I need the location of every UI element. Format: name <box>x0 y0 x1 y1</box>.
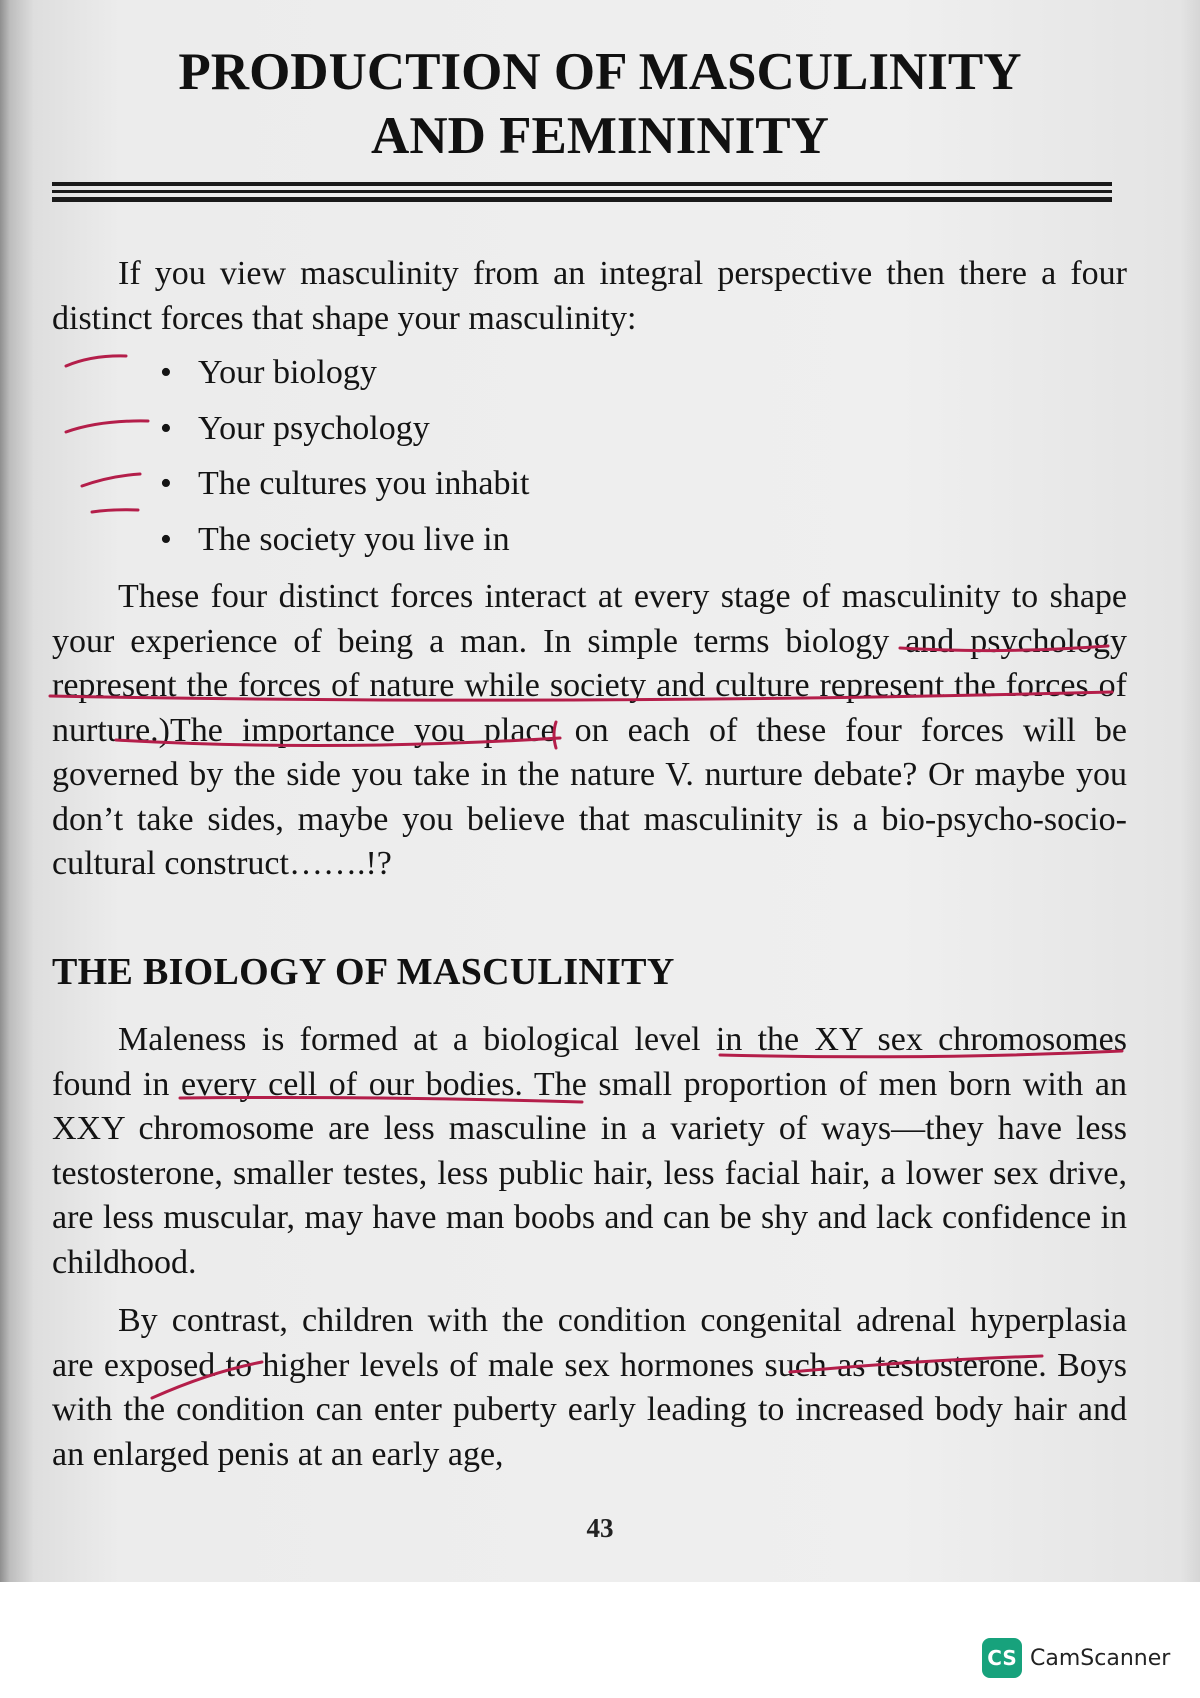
list-item <box>160 456 529 512</box>
title-rule <box>52 190 1112 193</box>
intro-paragraph: If you view masculinity from an integral perspective then there a four distinct forces that shape your masculinity: <box>52 255 1127 337</box>
bullet-icon: • <box>160 409 172 447</box>
bullet-icon: • <box>160 520 172 558</box>
list-item <box>160 401 529 457</box>
bullet-icon: • <box>160 465 172 502</box>
section-heading: THE BIOLOGY OF MASCULINITY <box>52 951 675 993</box>
maleness-paragraph: Maleness is formed at a biological level in the XY sex chromosomes found in every cell of our bodies. The small proportion of men born with an XXY chromosome are less masculine in a variety of ways—they have less testosterone, smaller testes, less public hair, less facial hair, a lower sex drive, are less muscular, may have man boobs and can be shy and lack confidence in childhood. <box>52 1021 1127 1281</box>
camscanner-name: CamScanner <box>1030 1645 1171 1671</box>
list-item-label: The society you live in <box>198 520 510 558</box>
bullet-icon: • <box>160 354 172 391</box>
title-rule <box>52 182 1112 186</box>
title-line-2: AND FEMININITY <box>371 107 829 165</box>
list-item-label: Your biology <box>198 354 377 391</box>
forces-list <box>160 345 529 567</box>
list-item-label: Your psychology <box>198 409 430 447</box>
list-item <box>160 345 529 401</box>
contrast-paragraph: By contrast, children with the condition congenital adrenal hyperplasia are exposed to higher levels of male sex hormones such as testosterone. Boys with the condition can enter puberty early leading to increased body hair and an enlarged penis at an early age, <box>52 1302 1127 1473</box>
ink-dash-psychology <box>66 421 148 432</box>
ink-dash-cultures-2 <box>92 510 138 512</box>
page-title <box>0 40 1200 168</box>
page-number: 43 <box>586 1513 614 1543</box>
list-item <box>160 512 529 568</box>
scanner-badge <box>982 1638 1170 1678</box>
camscanner-logo-icon: CS <box>982 1638 1022 1678</box>
list-item-label: The cultures you inhabit <box>198 465 530 502</box>
title-rule <box>52 197 1112 202</box>
forces-paragraph: These four distinct forces interact at every stage of masculinity to shape your experience of being a man. In simple terms biology and psychology represent the forces of nature while society and culture represent the forces of nurture.)The importance you place on each of these four forces will be governed by the side you take in the nature V. nurture debate? Or maybe you don’t take sides, maybe you believe that masculinity is a bio-psycho-socio-cultural construct…….!? <box>52 578 1127 882</box>
title-line-1: PRODUCTION OF MASCULINITY <box>178 43 1022 101</box>
ink-dash-biology <box>66 356 126 366</box>
ink-dash-cultures <box>82 474 140 486</box>
